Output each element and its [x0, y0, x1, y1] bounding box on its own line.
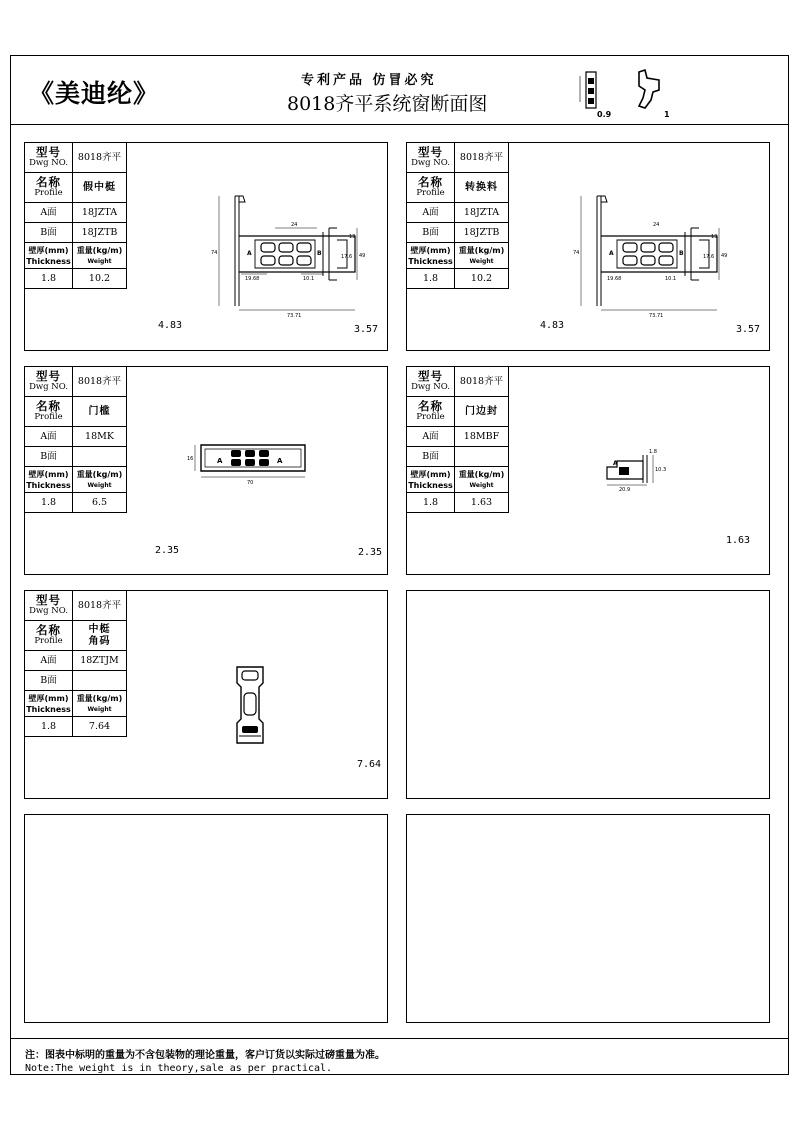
value-right: 3.57	[354, 324, 379, 335]
svg-text:10.1: 10.1	[665, 276, 677, 282]
profile-thumbnail-icon	[576, 70, 606, 110]
profile-panel-3	[24, 366, 388, 575]
profile-name: 门槛	[73, 397, 127, 427]
dwg-value: 8018齐平	[73, 367, 127, 397]
thumbnail-left-value: 0.9	[597, 110, 612, 119]
svg-text:74: 74	[573, 250, 580, 256]
spec-table: 型号 Dwg NO. 8018齐平 名称 Profile 中梃 角码 A面 18ZTJM B面 壁厚(mm) Thickness 重量(kg/m) Weight 1.8 7.64	[25, 591, 127, 737]
a-face-code: 18JZTA	[73, 203, 127, 223]
weight-value: 10.2	[455, 269, 509, 289]
gasket-thumbnail-icon	[631, 68, 665, 112]
svg-text:49: 49	[359, 253, 366, 259]
weight-value: 1.63	[455, 493, 509, 513]
svg-text:73.71: 73.71	[649, 313, 664, 319]
b-face-code: 18JZTB	[73, 223, 127, 243]
profile-name: 转换料	[455, 173, 509, 203]
empty-panel-3	[406, 814, 770, 1023]
sill-section-drawing	[185, 437, 315, 487]
svg-text:24: 24	[291, 222, 298, 228]
svg-text:70: 70	[247, 480, 254, 486]
sheet-title: 8018齐平系统窗断面图	[287, 93, 488, 115]
b-face-code: 18JZTB	[455, 223, 509, 243]
dwg-value: 8018齐平	[73, 591, 127, 621]
profile-name: 门边封	[455, 397, 509, 427]
svg-text:49: 49	[721, 253, 728, 259]
weight-value: 7.64	[73, 717, 127, 737]
profile-name: 假中梃	[73, 173, 127, 203]
weight-note-cn: 注：图表中标明的重量为不含包装物的理论重量，客户订货以实际过磅重量为准。	[25, 1050, 385, 1061]
profile-panel-4	[406, 366, 770, 575]
brand-name: 《美迪纶》	[29, 79, 160, 108]
svg-text:10.3: 10.3	[655, 467, 667, 473]
transfer-section-drawing	[567, 188, 727, 318]
svg-text:13: 13	[711, 234, 718, 240]
empty-panel-1	[406, 590, 770, 799]
thickness-value: 1.8	[25, 717, 73, 737]
svg-text:17.6: 17.6	[341, 254, 353, 260]
b-face-code	[73, 671, 127, 691]
spec-table: 型号 Dwg NO. 8018齐平 名称 Profile 转换料 A面 18JZTA B面 18JZTB 壁厚(mm) Thickness 重量(kg/m) Weight 1.8 10.2	[407, 143, 509, 289]
dwg-value: 8018齐平	[455, 143, 509, 173]
mullion-section-drawing	[205, 188, 365, 318]
dwg-value: 8018齐平	[73, 143, 127, 173]
value-left: 4.83	[158, 320, 183, 331]
value-right: 2.35	[358, 547, 383, 558]
empty-panel-2	[24, 814, 388, 1023]
spec-table: 型号 Dwg NO. 8018齐平 名称 Profile 门边封 A面 18MBF B面 壁厚(mm) Thickness 重量(kg/m) Weight 1.8 1.63	[407, 367, 509, 513]
profile-panel-1	[24, 142, 388, 351]
b-face-code	[73, 447, 127, 467]
svg-text:B: B	[317, 250, 322, 257]
svg-text:73.71: 73.71	[287, 313, 302, 319]
svg-text:17.6: 17.6	[703, 254, 715, 260]
sash-cover-section-drawing	[593, 443, 667, 493]
profile-panel-2	[406, 142, 770, 351]
spec-table: 型号 Dwg NO. 8018齐平 名称 Profile 门槛 A面 18MK B面 壁厚(mm) Thickness 重量(kg/m) Weight 1.8 6.5	[25, 367, 127, 513]
profile-panel-5	[24, 590, 388, 799]
svg-text:B: B	[679, 250, 684, 257]
value-right: 7.64	[357, 759, 382, 770]
svg-text:10.1: 10.1	[303, 276, 315, 282]
footer-divider	[11, 1038, 788, 1039]
svg-text:20.9: 20.9	[619, 487, 631, 493]
svg-text:A: A	[247, 250, 252, 257]
svg-text:A: A	[217, 457, 223, 465]
drawing-sheet	[10, 55, 789, 1075]
svg-text:A: A	[277, 457, 283, 465]
thickness-value: 1.8	[25, 493, 73, 513]
thickness-value: 1.8	[407, 269, 455, 289]
thickness-value: 1.8	[407, 493, 455, 513]
svg-text:13: 13	[349, 234, 356, 240]
a-face-code: 18JZTA	[455, 203, 509, 223]
thickness-value: 1.8	[25, 269, 73, 289]
a-face-code: 18ZTJM	[73, 651, 127, 671]
svg-text:A: A	[609, 250, 614, 257]
svg-text:16: 16	[187, 456, 194, 462]
dwg-value: 8018齐平	[455, 367, 509, 397]
value-right: 1.63	[726, 535, 751, 546]
svg-text:A: A	[613, 460, 618, 467]
svg-text:24: 24	[653, 222, 660, 228]
svg-text:19.68: 19.68	[607, 276, 622, 282]
svg-text:19.68: 19.68	[245, 276, 260, 282]
svg-text:74: 74	[211, 250, 218, 256]
svg-text:1.8: 1.8	[649, 449, 657, 455]
profile-name: 中梃 角码	[73, 621, 127, 651]
patent-tagline: 专利产品 仿冒必究	[301, 73, 437, 88]
b-face-code	[455, 447, 509, 467]
weight-value: 6.5	[73, 493, 127, 513]
value-left: 2.35	[155, 545, 180, 556]
header-divider	[11, 124, 788, 125]
spec-table: 型号 Dwg NO. 8018齐平 名称 Profile 假中梃 A面 18JZTA B面 18JZTB 壁厚(mm) Thickness 重量(kg/m) Weight 1.8 10.2	[25, 143, 127, 289]
weight-note-en: Note:The weight is in theory,sale as per practical.	[25, 1063, 333, 1074]
thumbnail-right-value: 1	[664, 110, 670, 119]
corner-connector-drawing	[225, 663, 275, 747]
a-face-code: 18MBF	[455, 427, 509, 447]
value-left: 4.83	[540, 320, 565, 331]
value-right: 3.57	[736, 324, 761, 335]
a-face-code: 18MK	[73, 427, 127, 447]
weight-value: 10.2	[73, 269, 127, 289]
